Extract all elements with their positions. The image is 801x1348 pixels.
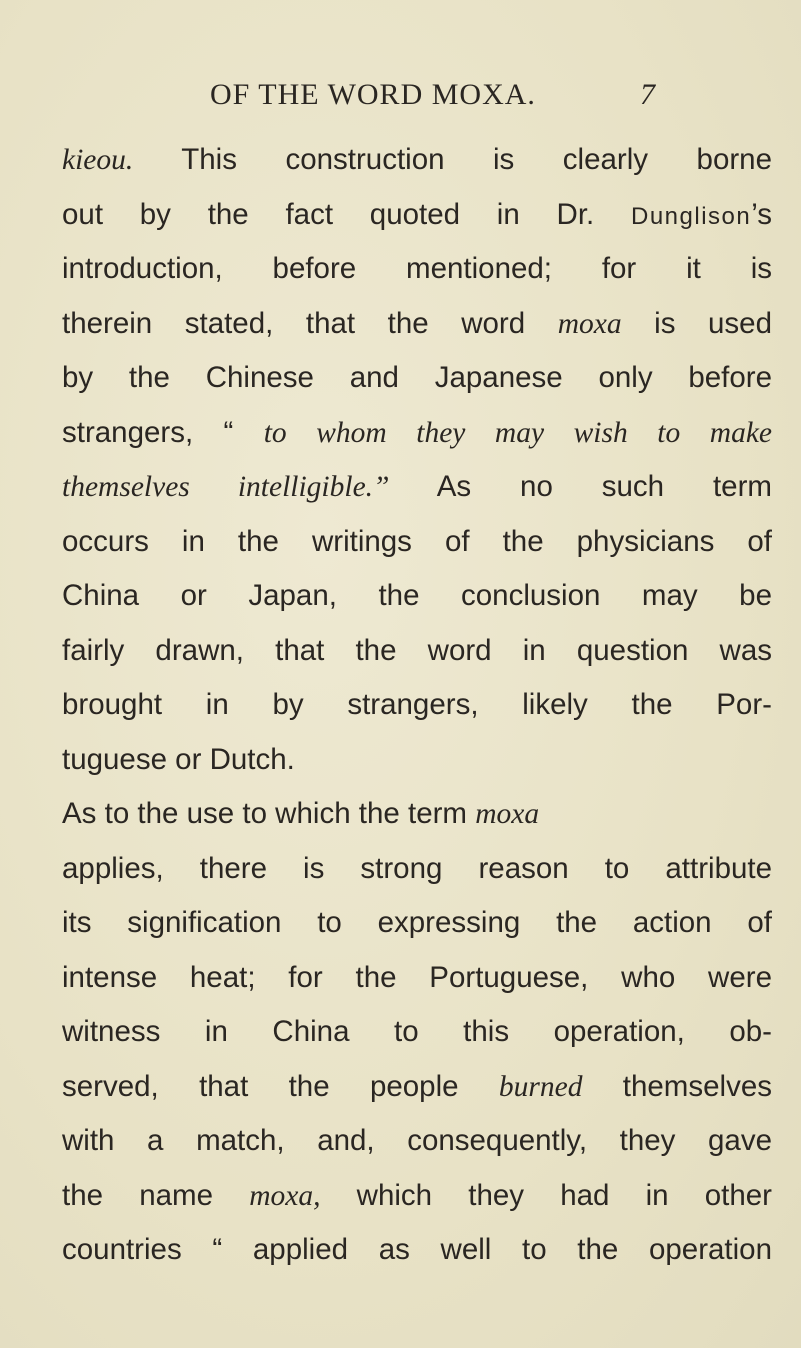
text-line (62, 133, 772, 188)
small-caps-name: Dunglison (630, 202, 752, 230)
text-line (62, 1169, 772, 1224)
text-run: themselves (582, 1069, 772, 1103)
text-line: China or Japan, the conclusion may be (62, 579, 772, 612)
text-run: ’s (751, 197, 772, 231)
italic-word: moxa (475, 798, 540, 830)
text-line (62, 460, 772, 515)
text-line (62, 787, 772, 842)
text-line: by the Chinese and Japanese only before (62, 361, 772, 394)
page-number: 7 (640, 78, 655, 111)
italic-word: kieou. (62, 144, 134, 176)
text-run: As no such term (389, 470, 772, 503)
text-line: with a match, and, consequently, they gave (62, 1124, 772, 1157)
text-line: applies, there is strong reason to attribute (62, 851, 772, 885)
text-line: fairly drawn, that the word in question was (62, 633, 772, 667)
text-run: This construction is clearly borne (133, 143, 772, 176)
text-run: As to the use to which the term (62, 797, 476, 830)
text-run: which they had in other (320, 1178, 772, 1212)
text-line: brought in by strangers, likely the Por- (62, 688, 772, 721)
text-line: witness in China to this operation, ob- (62, 1015, 772, 1048)
text-line (62, 188, 772, 243)
text-run: strangers, “ (62, 415, 264, 449)
italic-word: moxa (557, 307, 622, 340)
text-line: occurs in the writings of the physicians of (62, 524, 772, 558)
text-run: is used (621, 306, 772, 340)
running-title: OF THE WORD MOXA. (210, 78, 536, 111)
text-line: countries “ applied as well to the operation (62, 1233, 772, 1266)
body-text (62, 133, 772, 1278)
text-run: out by the fact quoted in Dr. (62, 197, 631, 231)
text-line: introduction, before mentioned; for it is (62, 252, 772, 285)
text-line: its signification to expressing the action of (62, 906, 772, 939)
text-line (62, 406, 772, 461)
italic-word: moxa, (249, 1179, 321, 1212)
text-line (62, 1060, 772, 1115)
italic-quote: to whom they may wish to make (263, 416, 773, 449)
italic-quote: themselves intelligible.” (62, 471, 390, 503)
text-line: intense heat; for the Portuguese, who were (62, 960, 772, 994)
italic-word: burned (498, 1070, 583, 1103)
text-run: served, that the people (62, 1069, 499, 1103)
text-run: the name (62, 1178, 250, 1212)
text-line: tuguese or Dutch. (62, 742, 295, 776)
text-line (62, 297, 772, 352)
text-run: therein stated, that the word (62, 306, 558, 340)
